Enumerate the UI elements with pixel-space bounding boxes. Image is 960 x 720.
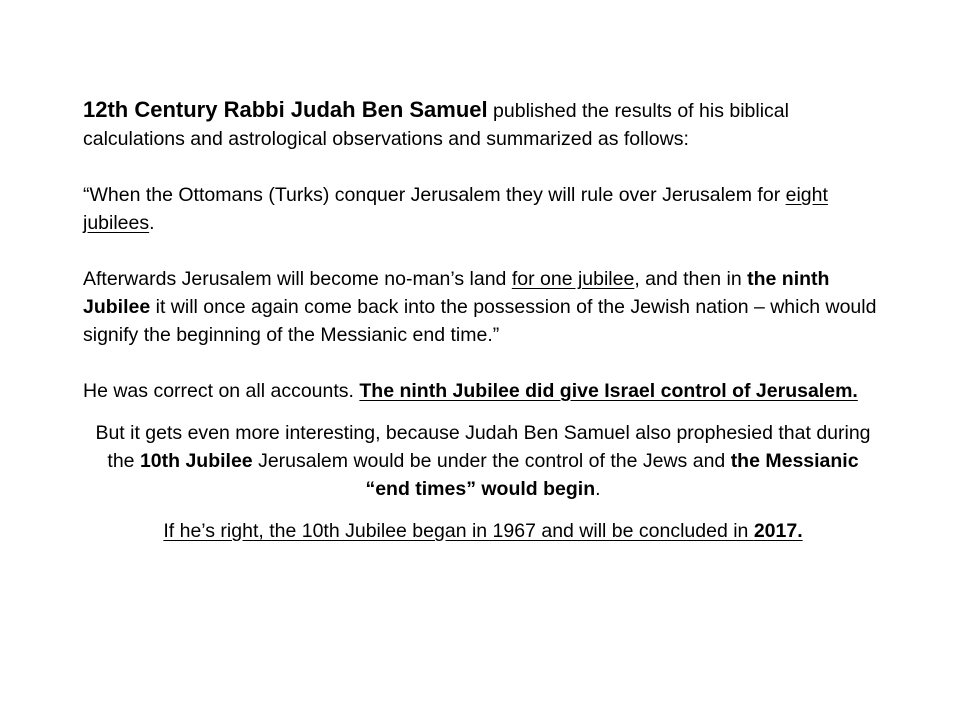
quote-paragraph-1 [83, 181, 883, 237]
quote-paragraph-2 [83, 265, 883, 349]
quote1-text-b: . [149, 212, 155, 234]
quote2-text-a: Afterwards Jerusalem will become no-man’s land [83, 268, 512, 290]
intro-lead: 12th Century Rabbi Judah Ben Samuel [83, 97, 488, 122]
correct-paragraph [83, 377, 883, 405]
interesting-paragraph [83, 419, 883, 503]
conclusion-paragraph [83, 517, 883, 545]
conclusion-bold: 2017. [753, 520, 803, 542]
intro-text: published the results of his biblical calculations and astrological observations and summarized as follows: [83, 100, 789, 150]
quote2-text-b: , and then in [634, 268, 748, 290]
spacer [83, 237, 883, 265]
quote2-bold: the ninth Jubilee [83, 268, 830, 318]
quote2-underlined: for one jubilee [511, 268, 635, 290]
slide-content [83, 96, 883, 545]
quote1-underlined: eight jubilees [83, 184, 828, 234]
interesting-text-b: Jerusalem would be under the control of the Jews and [252, 450, 731, 472]
spacer [83, 405, 883, 419]
conclusion-text-a: If he’s right, the 10th Jubilee began in 1967 and will be concluded in [163, 520, 754, 542]
spacer [83, 503, 883, 517]
interesting-bold-2: the Messianic “end times” would begin [365, 450, 859, 500]
spacer [83, 349, 883, 377]
correct-bold-underlined: The ninth Jubilee did give Israel control of Jerusalem. [359, 380, 858, 402]
intro-paragraph [83, 96, 883, 153]
spacer [83, 153, 883, 181]
interesting-text-a: But it gets even more interesting, because Judah Ben Samuel also prophesied that during the [95, 422, 871, 472]
interesting-text-c: . [595, 478, 601, 500]
correct-text-a: He was correct on all accounts. [83, 380, 360, 402]
quote1-text-a: “When the Ottomans (Turks) conquer Jerusalem they will rule over Jerusalem for [83, 184, 786, 206]
quote2-text-c: it will once again come back into the possession of the Jewish nation – which would signify the beginning of the Messianic end time.” [83, 296, 877, 346]
interesting-bold-1: 10th Jubilee [139, 450, 253, 472]
